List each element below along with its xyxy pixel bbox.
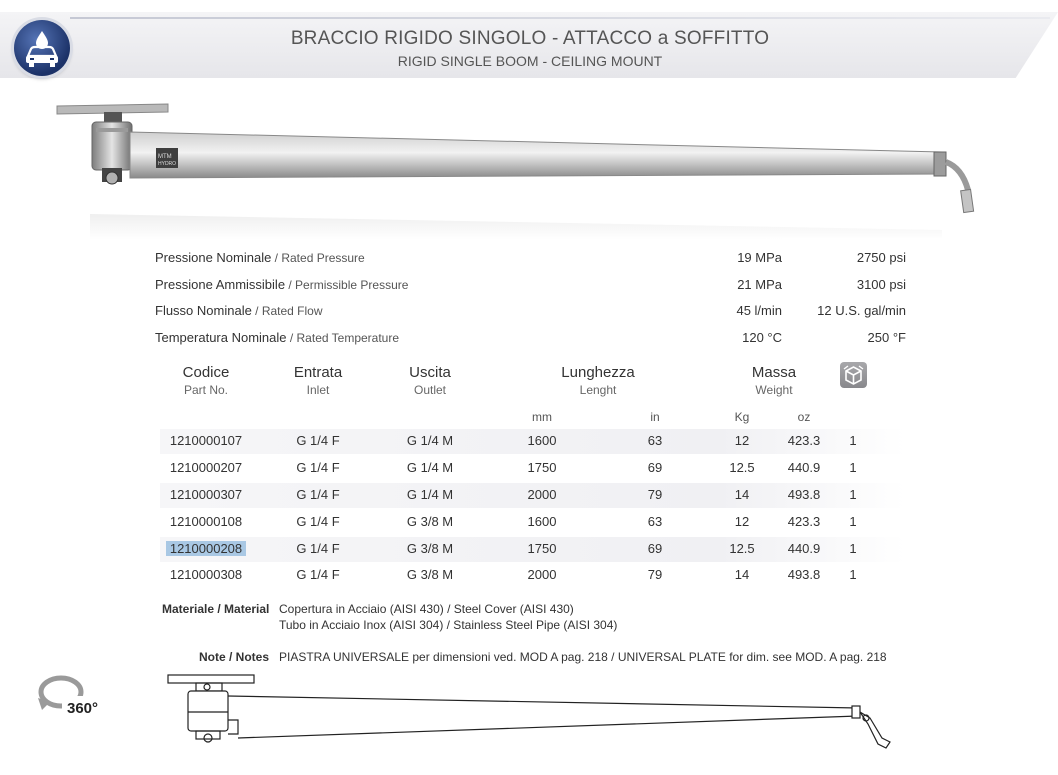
cell-outlet: G 3/8 M: [406, 567, 454, 582]
cell-length-mm: 1750: [527, 541, 557, 556]
page-subtitle: RIGID SINGLE BOOM - CEILING MOUNT: [397, 53, 663, 69]
package-box-icon: [840, 362, 867, 388]
cell-package-qty: 1: [849, 567, 857, 582]
unit-mm: mm: [532, 410, 552, 424]
spec-value-mpa: 21 MPa: [737, 277, 782, 292]
cell-inlet: G 1/4 F: [296, 567, 340, 582]
cell-weight-kg: 12: [734, 433, 750, 448]
cell-weight-oz: 440.9: [787, 460, 821, 475]
cell-part-no[interactable]: 1210000307: [169, 487, 243, 502]
unit-oz: oz: [797, 410, 811, 424]
cell-inlet: G 1/4 F: [296, 460, 340, 475]
cell-part-no-selected[interactable]: 1210000208: [166, 541, 246, 556]
cell-length-in: 79: [647, 487, 663, 502]
cell-weight-kg: 12: [734, 514, 750, 529]
cell-weight-kg: 14: [734, 487, 750, 502]
cell-length-in: 69: [647, 460, 663, 475]
cell-length-mm: 1600: [527, 514, 557, 529]
cell-part-no[interactable]: 1210000108: [169, 514, 243, 529]
cell-outlet: G 3/8 M: [406, 514, 454, 529]
cell-length-in: 63: [647, 433, 663, 448]
cell-package-qty: 1: [849, 487, 857, 502]
svg-text:MTM: MTM: [158, 154, 172, 160]
spec-value-celsius: 120 °C: [742, 330, 782, 345]
table-row: [160, 456, 905, 481]
column-header-length: Lunghezza Lenght: [561, 364, 635, 397]
material-line-1: Copertura in Acciaio (AISI 430) / Steel Cover (AISI 430): [279, 602, 574, 616]
page-title: BRACCIO RIGIDO SINGOLO - ATTACCO a SOFFITTO: [290, 28, 770, 49]
column-header-inlet: Entrata Inlet: [293, 364, 343, 397]
cell-outlet: G 1/4 M: [406, 433, 454, 448]
cell-length-mm: 1750: [527, 460, 557, 475]
spec-value-psi: 2750 psi: [856, 250, 906, 265]
spec-label-rated-flow: Flusso Nominale / Rated Flow: [155, 303, 323, 318]
material-line-2: Tubo in Acciaio Inox (AISI 304) / Stainless Steel Pipe (AISI 304): [279, 618, 618, 632]
cell-outlet: G 3/8 M: [406, 541, 454, 556]
spec-value-fahrenheit: 250 °F: [867, 330, 906, 345]
table-row: [160, 563, 905, 588]
cell-part-no[interactable]: 1210000308: [169, 567, 243, 582]
cell-length-in: 69: [647, 541, 663, 556]
cell-outlet: G 1/4 M: [406, 487, 454, 502]
column-header-weight: Massa Weight: [751, 364, 797, 397]
table-row: [160, 483, 905, 508]
spec-label-rated-pressure: Pressione Nominale / Rated Pressure: [155, 250, 365, 265]
cell-weight-oz: 440.9: [787, 541, 821, 556]
table-row: [160, 429, 905, 454]
cell-package-qty: 1: [849, 460, 857, 475]
material-label: Materiale / Material: [162, 602, 270, 616]
spec-value-lmin: 45 l/min: [736, 303, 782, 318]
cell-outlet: G 1/4 M: [406, 460, 454, 475]
column-header-outlet: Uscita Outlet: [409, 364, 451, 397]
notes-text: PIASTRA UNIVERSALE per dimensioni ved. MOD A pag. 218 / UNIVERSAL PLATE for dim. see MOD. A pag. 218: [279, 650, 887, 664]
table-row: [160, 510, 905, 535]
cell-weight-kg: 12.5: [729, 541, 755, 556]
cell-weight-oz: 423.3: [787, 514, 821, 529]
cell-package-qty: 1: [849, 541, 857, 556]
cell-inlet: G 1/4 F: [296, 514, 340, 529]
cell-inlet: G 1/4 F: [296, 487, 340, 502]
column-header-part-no: Codice Part No.: [182, 364, 230, 397]
spec-value-galmin: 12 U.S. gal/min: [817, 303, 906, 318]
cell-inlet: G 1/4 F: [296, 433, 340, 448]
cell-part-no[interactable]: 1210000107: [169, 433, 243, 448]
cell-package-qty: 1: [849, 514, 857, 529]
cell-part-no[interactable]: 1210000207: [169, 460, 243, 475]
spec-value-mpa: 19 MPa: [737, 250, 782, 265]
notes-label: Note / Notes: [199, 650, 270, 664]
cell-inlet: G 1/4 F: [296, 541, 340, 556]
spec-value-psi: 3100 psi: [856, 277, 906, 292]
cell-weight-kg: 12.5: [729, 460, 755, 475]
cell-length-mm: 2000: [527, 487, 557, 502]
table-row-selected: [160, 537, 905, 562]
cell-length-mm: 2000: [527, 567, 557, 582]
cell-weight-oz: 423.3: [787, 433, 821, 448]
cell-package-qty: 1: [849, 433, 857, 448]
spec-label-permissible-pressure: Pressione Ammissibile / Permissible Pressure: [155, 277, 409, 292]
spec-label-rated-temperature: Temperatura Nominale / Rated Temperature: [155, 330, 400, 345]
unit-in: in: [650, 410, 660, 424]
cell-weight-kg: 14: [734, 567, 750, 582]
rotation-label: 360°: [67, 700, 99, 717]
cell-length-in: 63: [647, 514, 663, 529]
cell-length-in: 79: [647, 567, 663, 582]
svg-text:HYDRO: HYDRO: [158, 161, 177, 167]
cell-weight-oz: 493.8: [787, 487, 821, 502]
cell-weight-oz: 493.8: [787, 567, 821, 582]
cell-length-mm: 1600: [527, 433, 557, 448]
unit-kg: Kg: [734, 410, 750, 424]
